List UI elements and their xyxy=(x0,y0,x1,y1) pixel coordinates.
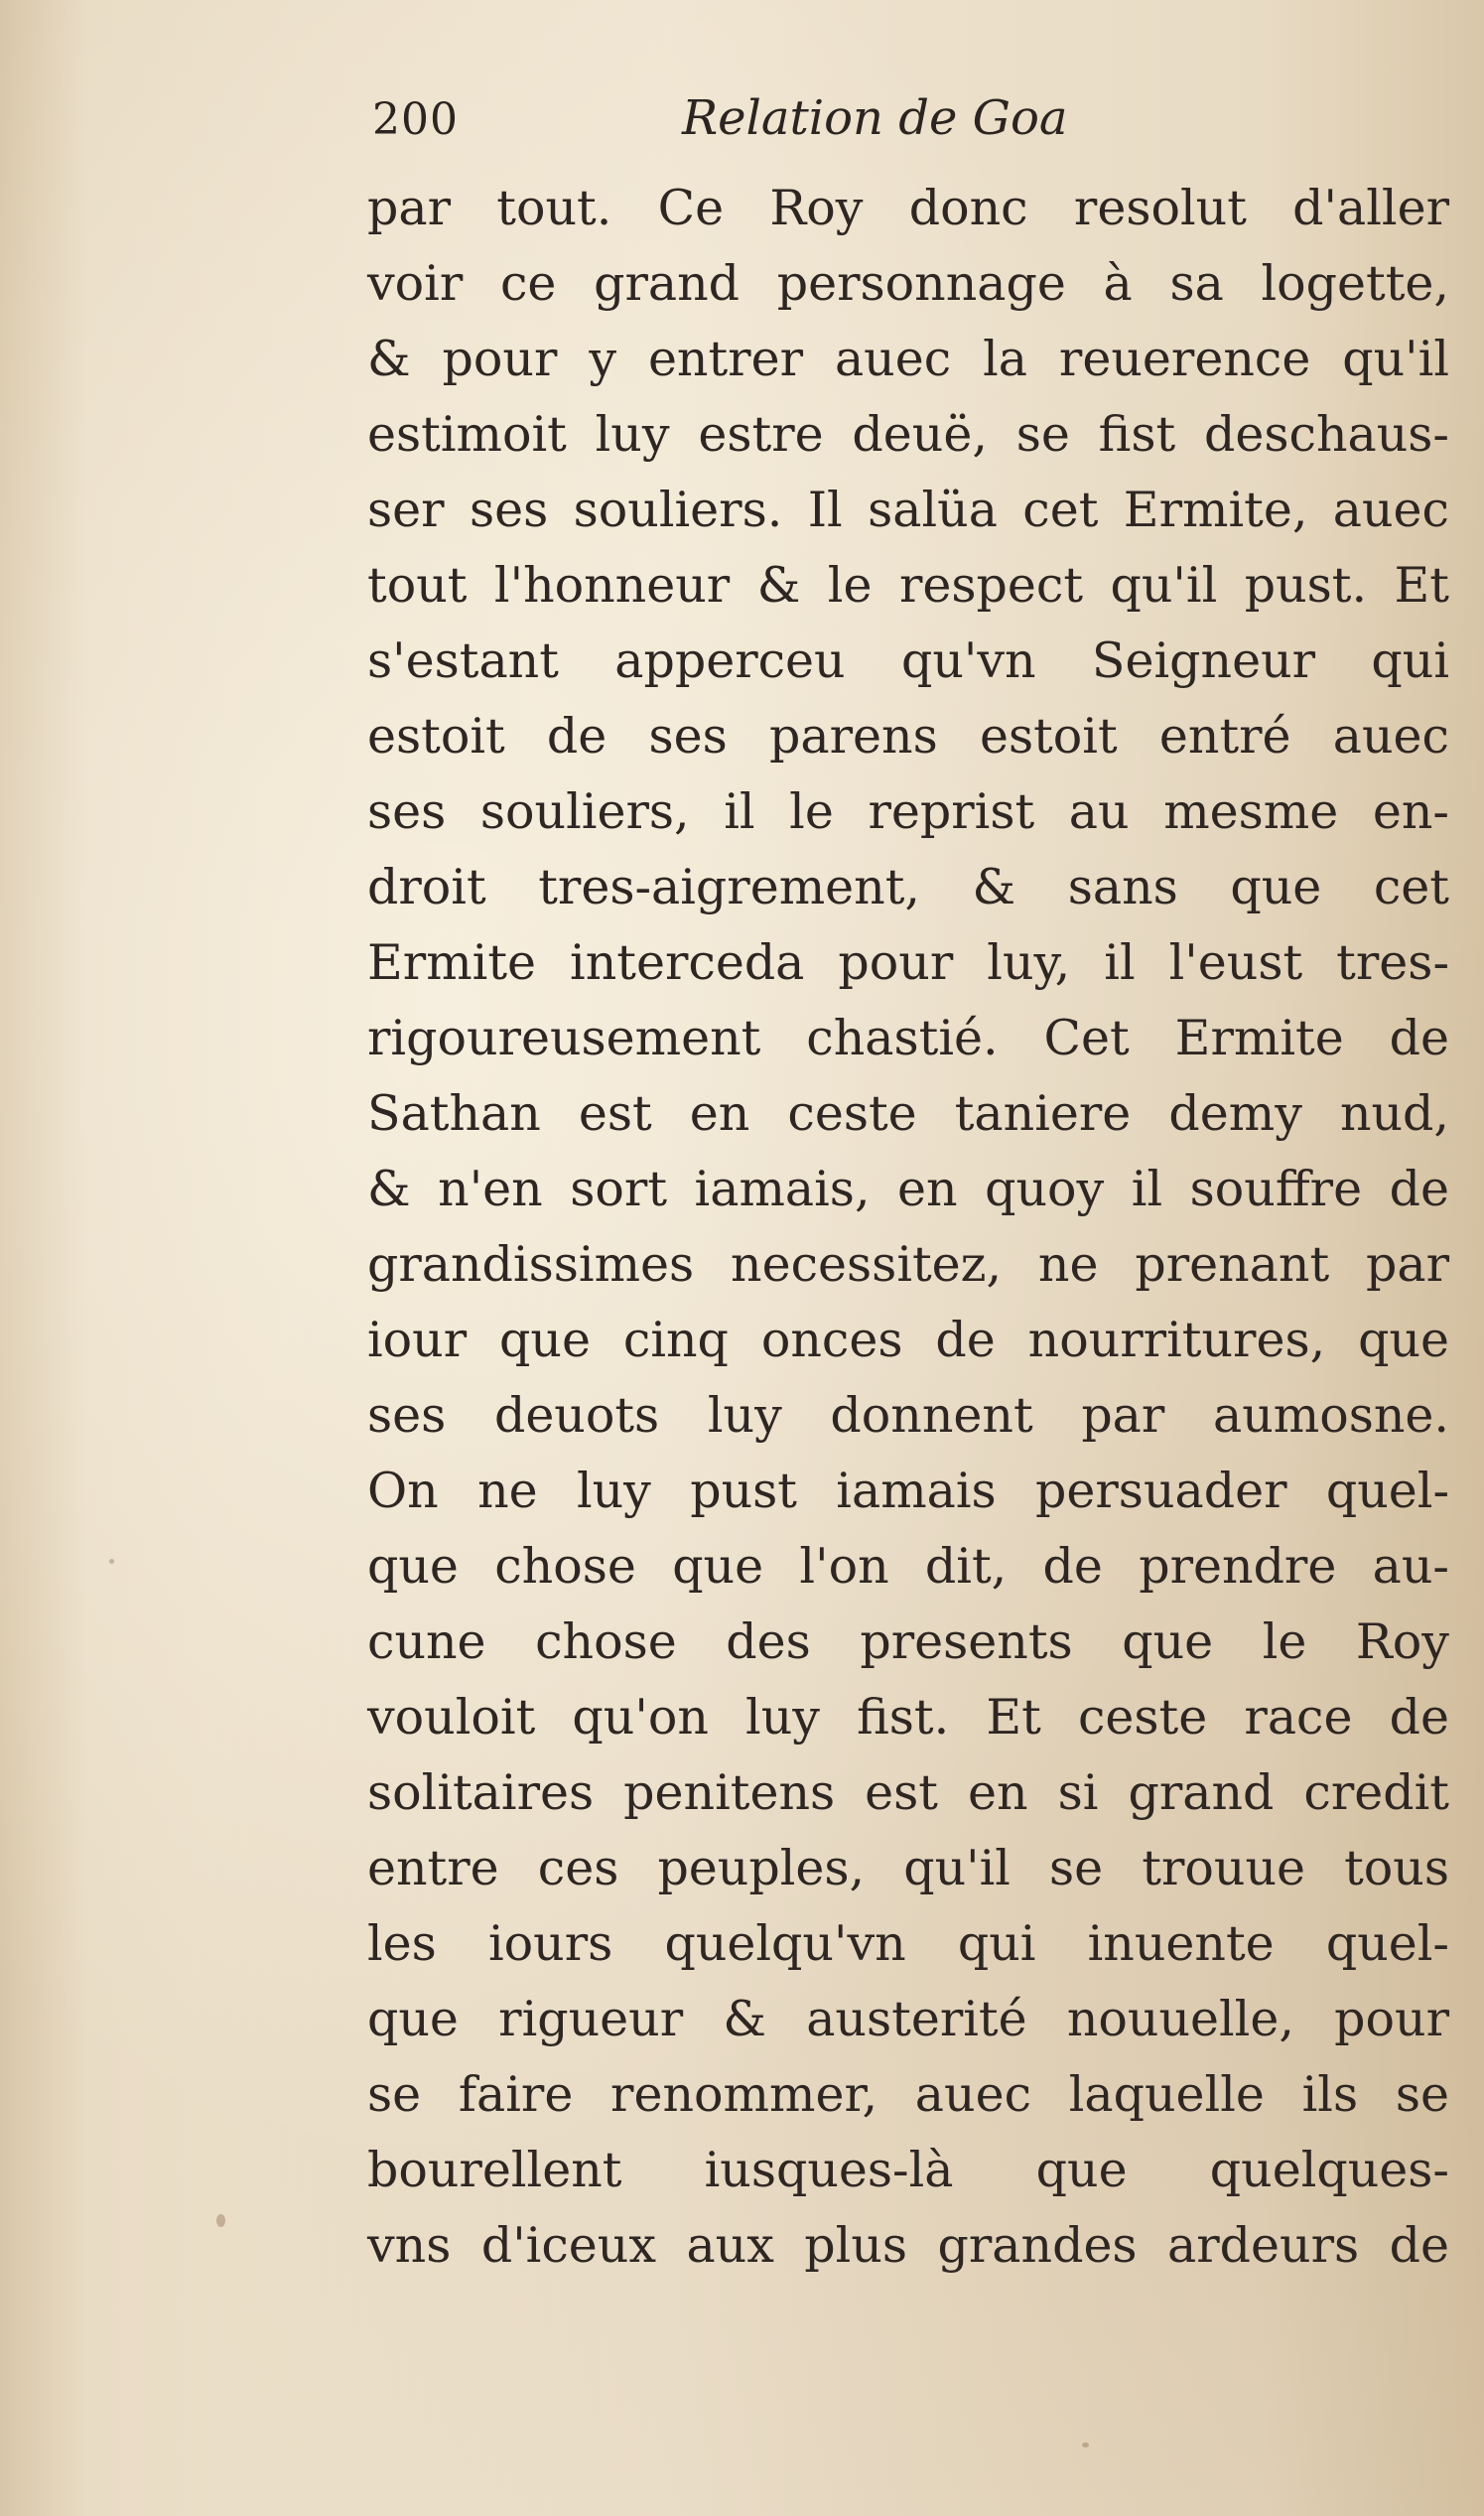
paper-stain xyxy=(109,1559,114,1564)
text-line: Sathan est en ceste taniere demy nud, xyxy=(367,1085,1449,1142)
text-line: grandissimes necessitez, ne prenant par xyxy=(367,1236,1449,1293)
text-line: rigoureusement chastié. Cet Ermite de xyxy=(367,1010,1449,1066)
text-line: iour que cinq onces de nourritures, que xyxy=(367,1312,1449,1368)
page-number: 200 xyxy=(372,94,459,145)
text-line: vns d'iceux aux plus grandes ardeurs de xyxy=(367,2217,1449,2274)
text-line: estimoit luy estre deuë, se fist deschaus- xyxy=(367,406,1449,463)
text-line: droit tres-aigrement, & sans que cet xyxy=(367,859,1449,915)
text-line: Ermite interceda pour luy, il l'eust tres- xyxy=(367,934,1449,991)
text-line: On ne luy pust iamais persuader quel- xyxy=(367,1463,1449,1519)
text-line: vouloit qu'on luy fist. Et ceste race de xyxy=(367,1689,1449,1746)
text-line: ses deuots luy donnent par aumosne. xyxy=(367,1387,1449,1444)
text-line: que rigueur & austerité nouuelle, pour xyxy=(367,1991,1449,2047)
text-line: ser ses souliers. Il salüa cet Ermite, auec xyxy=(367,482,1449,538)
page-header xyxy=(372,90,1444,174)
text-line: que chose que l'on dit, de prendre au- xyxy=(367,1538,1449,1595)
text-line: entre ces peuples, qu'il se trouue tous xyxy=(367,1840,1449,1896)
text-line: s'estant apperceu qu'vn Seigneur qui xyxy=(367,632,1449,689)
text-line: se faire renommer, auec laquelle ils se xyxy=(367,2066,1449,2123)
paper-stain xyxy=(216,2214,225,2227)
paper-stain xyxy=(1082,2443,1089,2447)
text-line: solitaires penitens est en si grand credit xyxy=(367,1764,1449,1821)
text-line: cune chose des presents que le Roy xyxy=(367,1613,1449,1670)
text-line: & n'en sort iamais, en quoy il souffre de xyxy=(367,1161,1449,1217)
text-line: estoit de ses parens estoit entré auec xyxy=(367,708,1449,765)
text-line: voir ce grand personnage à sa logette, xyxy=(367,255,1449,312)
text-line: tout l'honneur & le respect qu'il pust. Et xyxy=(367,557,1449,614)
text-line: & pour y entrer auec la reuerence qu'il xyxy=(367,331,1449,387)
text-line: les iours quelqu'vn qui inuente quel- xyxy=(367,1915,1449,1972)
text-line: par tout. Ce Roy donc resolut d'aller xyxy=(367,180,1449,236)
body-text xyxy=(367,171,1449,2284)
text-line: ses souliers, il le reprist au mesme en- xyxy=(367,783,1449,840)
text-line: bourellent iusques-là que quelques- xyxy=(367,2142,1449,2198)
running-title: Relation de Goa xyxy=(682,90,1068,146)
